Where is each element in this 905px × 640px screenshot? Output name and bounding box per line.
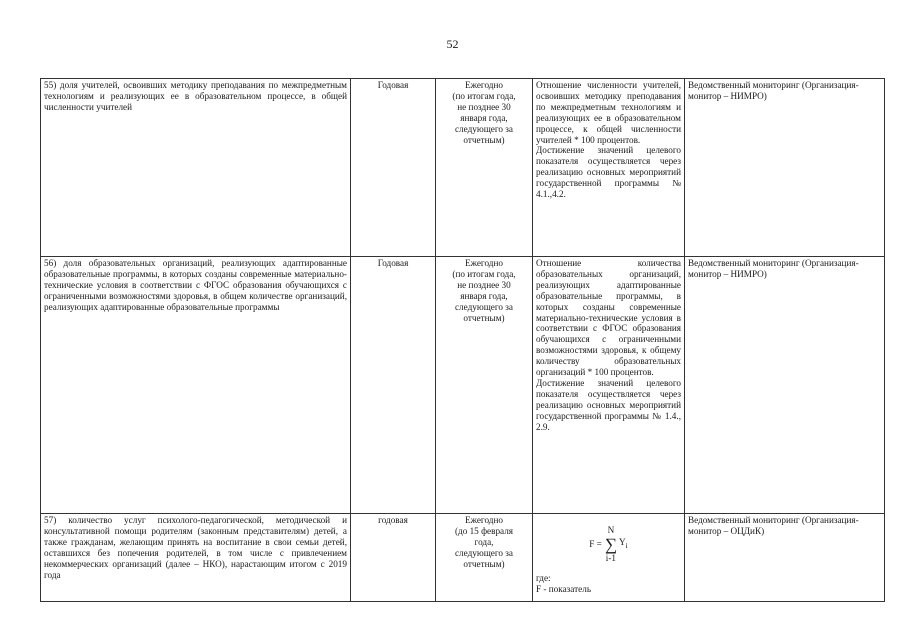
indicator-name: 57) количество услуг психолого-педагогической, методической и консультативной помощи родителям (законным представителям) детей, а также гражданам, желающим принять на воспитание в свои семьи детей, оставшихся без попечения родителей, в том числе с привлечением некоммерческих организаций (далее – НКО), нарастающим итогом с 2019 года: [41, 514, 351, 602]
calculation-method: [533, 514, 685, 602]
data-source: Ведомственный мониторинг (Организация-монитор – НИМРО): [685, 79, 885, 257]
term-symbol: Y: [618, 536, 626, 547]
data-source: Ведомственный мониторинг (Организация-монитор – ОЦДиК): [685, 514, 885, 602]
indicator-period: Годовая: [351, 257, 436, 514]
sigma-symbol: ∑: [604, 534, 617, 554]
method-paragraph: Достижение значений целевого показателя осуществляется через реализацию основных мероприятий государственной программы № 1.4., 2.9.: [536, 377, 681, 432]
sum-formula: [536, 515, 681, 573]
indicator-frequency: Ежегодно (по итогам года, не позднее 30 января года, следующего за отчетным): [436, 79, 533, 257]
formula-legend: где:: [536, 573, 551, 583]
calculation-method: [533, 257, 685, 514]
formula-legend: F - показатель: [536, 583, 592, 594]
indicators-table: [40, 78, 885, 602]
table-row: [41, 257, 885, 514]
indicator-frequency: Ежегодно (по итогам года, не позднее 30 января года, следующего за отчетным): [436, 257, 533, 514]
calculation-method: [533, 79, 685, 257]
formula-lhs: F =: [589, 538, 602, 549]
data-source: Ведомственный мониторинг (Организация-монитор – НИМРО): [685, 257, 885, 514]
table-row: [41, 79, 885, 257]
indicator-frequency: Ежегодно (до 15 февраля года, следующего за отчетным): [436, 514, 533, 602]
method-paragraph: Отношение количества образовательных организаций, реализующих адаптированные образовательные программы, в которых созданы современные материально-технические условия в соответствии с ФГОС образования обучающихся с ограниченными возможностями здоровья, к общему количеству образовательных организаций * 100 процентов.: [536, 258, 681, 378]
indicator-period: годовая: [351, 514, 436, 602]
sigma-lower-limit: i-1: [605, 552, 617, 563]
method-paragraph: Отношение численности учителей, освоивших методику преподавания по межпредметным технологиям и реализующих ее в образовательном процессе, к общей численности учителей * 100 процентов.: [536, 80, 681, 145]
sigma-upper-limit: N: [607, 524, 615, 535]
sigma-block: [605, 525, 617, 564]
indicator-name: 56) доля образовательных организаций, реализующих адаптированные образовательные программы, в которых созданы современные материально-технические условия в соответствии с ФГОС образования обучающихся с ограниченными возможностями здоровья, в общем количестве организаций, реализующих адаптированные образовательные программы: [41, 257, 351, 514]
formula-term: [619, 537, 628, 552]
method-paragraph: Достижение значений целевого показателя осуществляется через реализацию основных мероприятий государственной программы № 4.1.,4.2.: [536, 145, 681, 200]
page-number: 52: [446, 37, 459, 51]
term-subscript: i: [625, 540, 628, 550]
indicator-period: Годовая: [351, 79, 436, 257]
indicator-name: 55) доля учителей, освоивших методику преподавания по межпредметным технологиям и реализующих ее в образовательном процессе, в общей численности учителей: [41, 79, 351, 257]
table-row: [41, 514, 885, 602]
